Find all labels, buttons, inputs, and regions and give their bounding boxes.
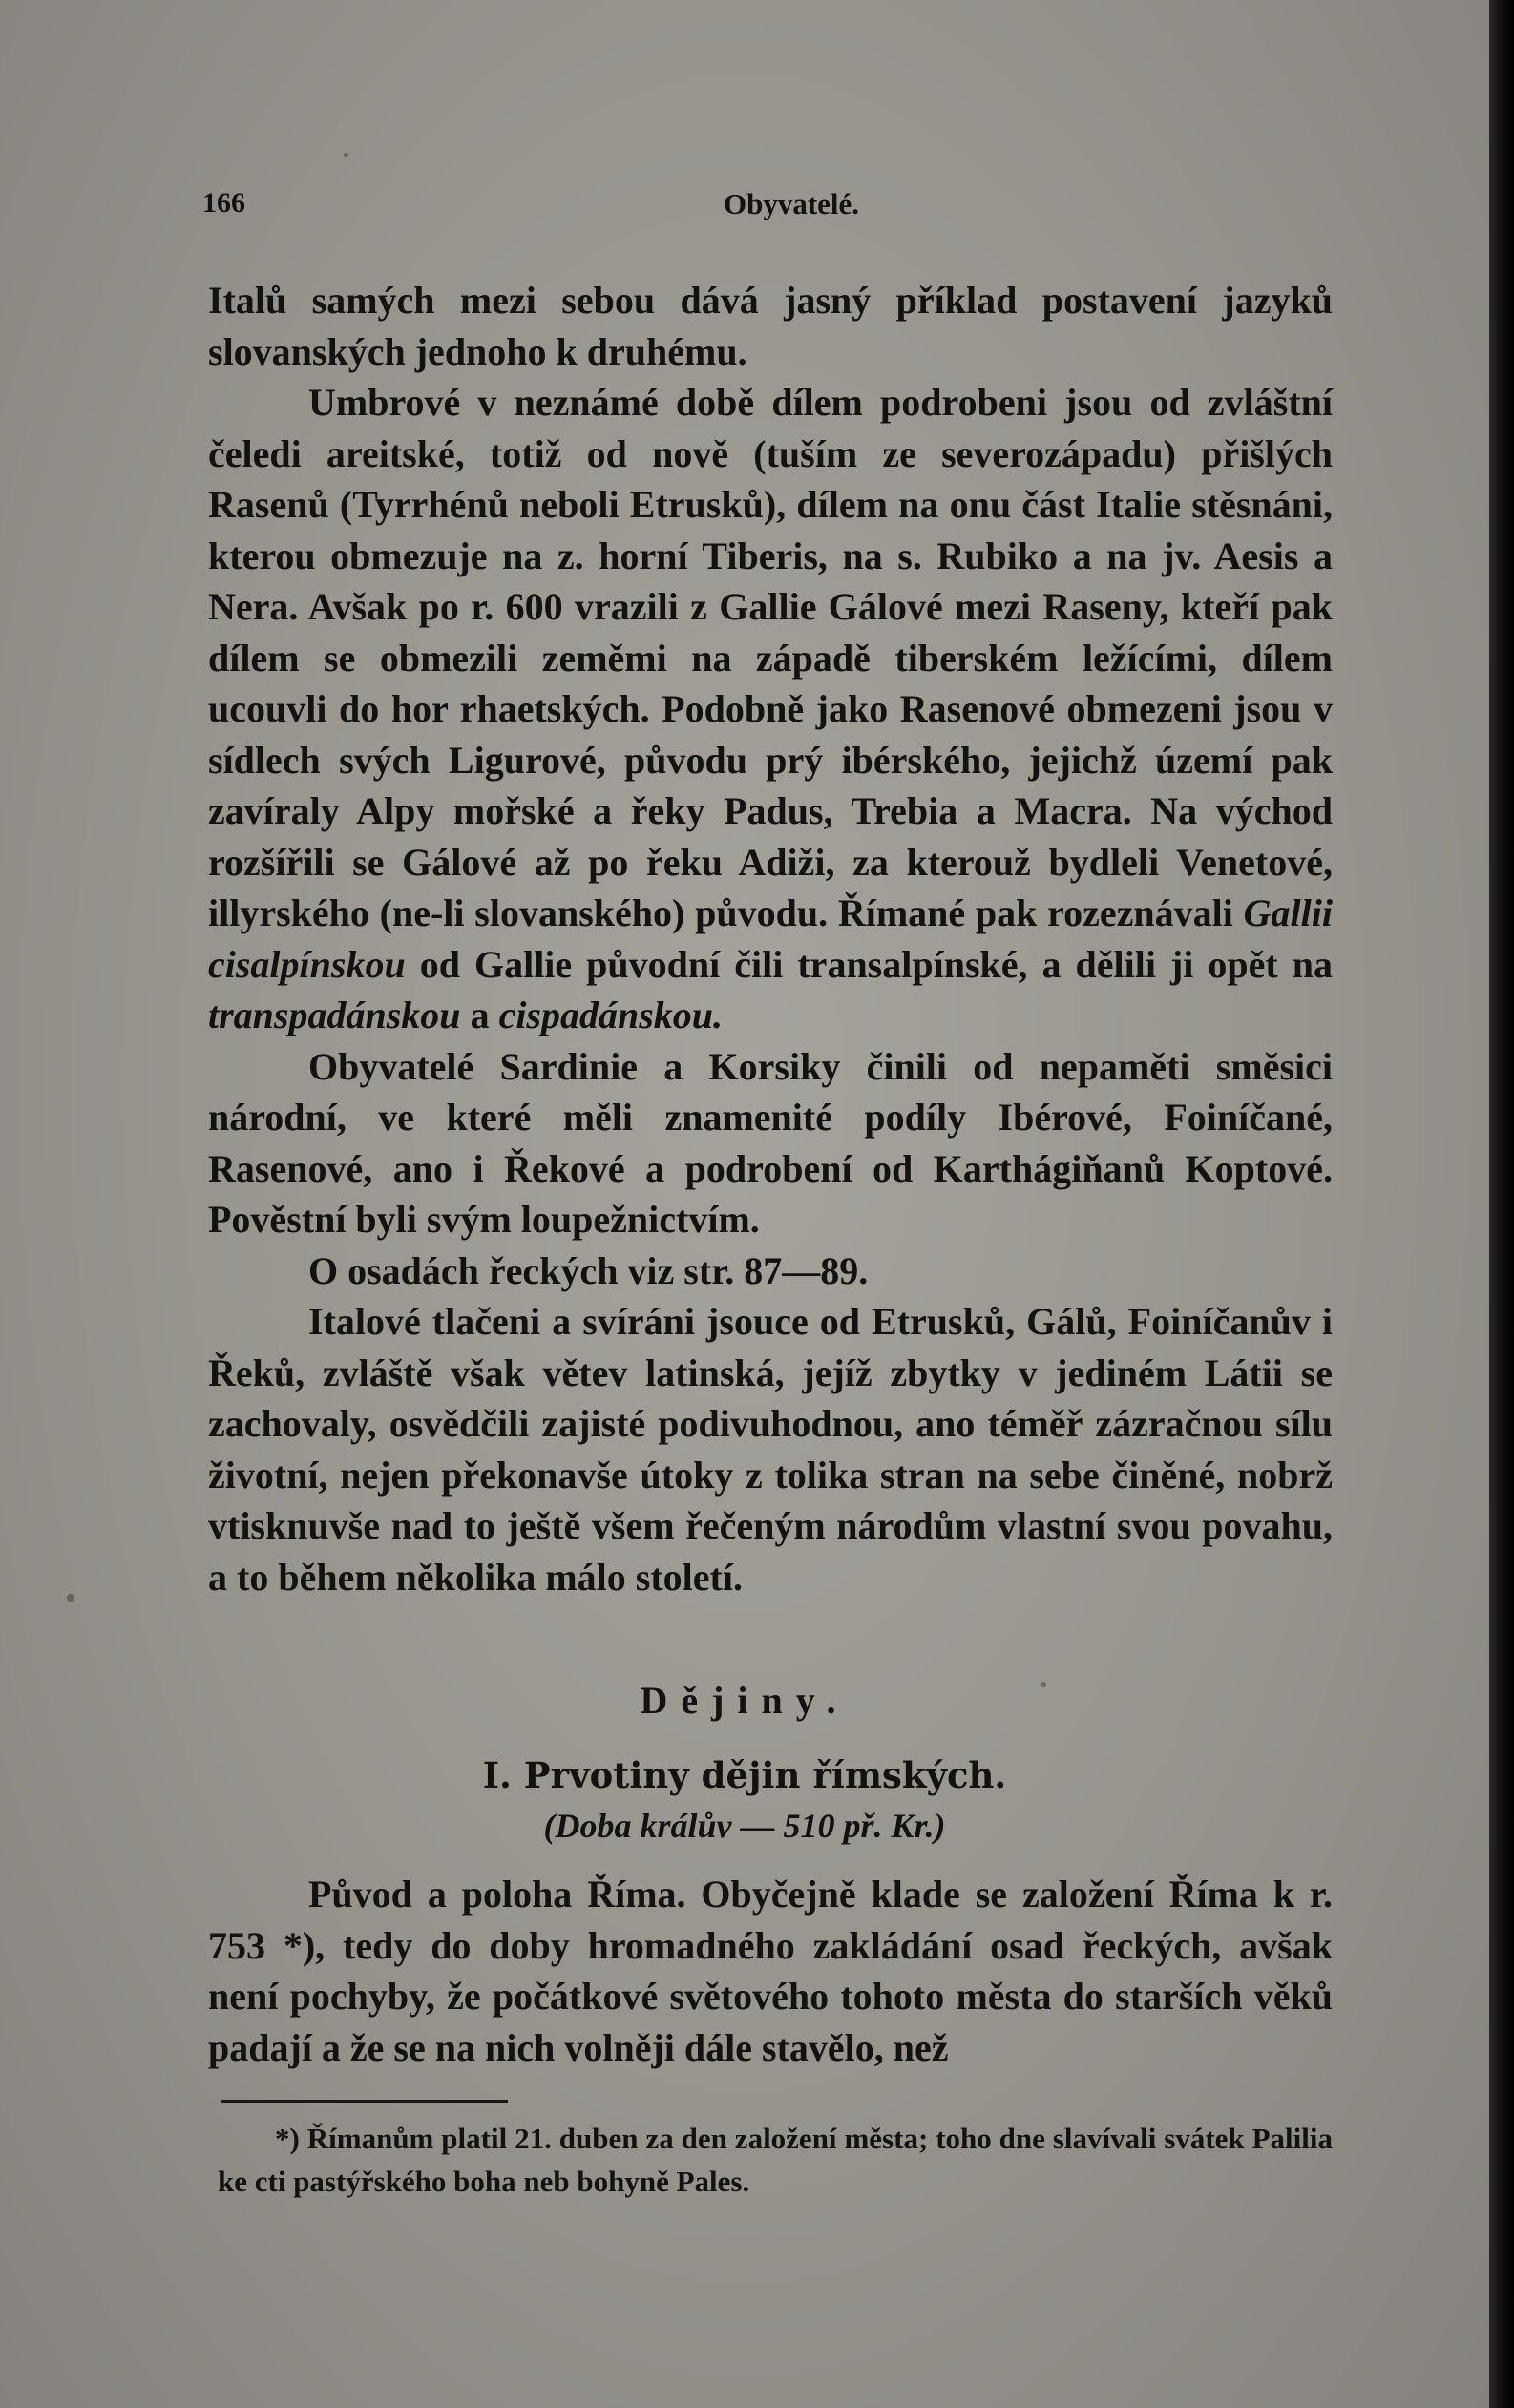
paper-speck — [344, 153, 348, 157]
page-number: 166 — [202, 187, 245, 219]
italic-term: cispadánskou. — [498, 994, 724, 1036]
paragraph: Obyvatelé Sardinie a Korsiky činili od nepaměti směsici národní, ve které měli znamenité podíly Ibérové, Foiníčané, Rasenové, ano i Řekové a podrobení od Karthágiňanů Koptové. Pověstní byli svým loupežnictvím. — [208, 1044, 1333, 1241]
italic-term: Gallii cisalpínskou — [208, 891, 1333, 986]
paragraph-lead: Původ a poloha Říma. — [308, 1873, 686, 1916]
running-head: Obyvatelé. — [724, 187, 860, 220]
paragraph: O osadách řeckých viz str. 87—89. — [308, 1248, 869, 1292]
body-text-section — [208, 1869, 1333, 2073]
paragraph: Italové tlačeni a svíráni jsouce od Etrusků, Gálů, Foiníčanův i Řeků, zvláště však větev latinská, jejíž zbytky v jediném Látii se zachovaly, osvědčili zajisté podivuhodnou, ano téměř zázračnou sílu životní, nejen překonavše útoky z tolika stran na sebe činěné, nobrž vtisknuvše nad to ještě všem řečeným národům vlastní svou povahu, a to během několika málo století. — [208, 1300, 1333, 1599]
footnote-rule — [221, 2100, 508, 2103]
paragraph-text: a — [460, 994, 499, 1036]
page-header — [202, 187, 1348, 233]
paragraph-text: od Gallie původní čili transalpínské, a dělili ji opět na — [405, 942, 1333, 986]
page-edge-shadow — [1489, 0, 1514, 2408]
footnote: *) Římanům platil 21. duben za den založení města; toho dne slavívali svátek Palilia ke cti pastýřského boha neb bohyně Pales. — [218, 2122, 1333, 2198]
italic-term: transpadánskou — [208, 994, 461, 1036]
chapter-era: (Doba králův — 510 př. Kr.) — [543, 1807, 946, 1845]
paragraph: Italů samých mezi sebou dává jasný příklad postavení jazyků slovanských jednoho k druhému. — [208, 279, 1333, 373]
paper-speck — [67, 1594, 74, 1602]
chapter-title: I. Prvotiny dějin římských. — [482, 1754, 1007, 1796]
body-text — [208, 275, 1333, 1602]
paragraph — [208, 377, 1333, 1041]
paragraph-text: Obyčejně klade se založení Říma k r. 753 *), tedy do doby hromadného zakládání osad řeckých, avšak není pochyby, že počátkové světového tohoto města do starších věků padají a že se na nich volněji dále stavělo, než — [208, 1873, 1334, 2069]
paragraph-text: Umbrové v neznámé době dílem podrobeni jsou od zvláštní čeledi areitské, totiž od nově (tuším ze severozápadu) přišlých Rasenů (Tyrrhénů neboli Etrusků), dílem na onu část Italie stěsnáni, kterou obmezuje na z. horní Tiberis, na s. Rubiko a na jv. Aesis a Nera. Avšak po r. 600 vrazili z Gallie Gálové mezi Raseny, kteří pak dílem se obmezili zeměmi na západě tiberském ležícími, dílem ucouvli do hor rhaetských. Podobně jako Rasenové obmezeni jsou v sídlech svých Ligurové, původu prý ibérského, jejichž území pak zavíraly Alpy mořské a řeky Padus, Trebia a Macra. Na východ rozšířili se Gálové až po řeku Adiži, za kterouž bydleli Venetové, illyrského (ne-li slovanského) původu. Římané pak rozeznávali — [208, 381, 1333, 934]
paragraph — [208, 1869, 1333, 2073]
section-heading: Dějiny. — [640, 1679, 850, 1722]
